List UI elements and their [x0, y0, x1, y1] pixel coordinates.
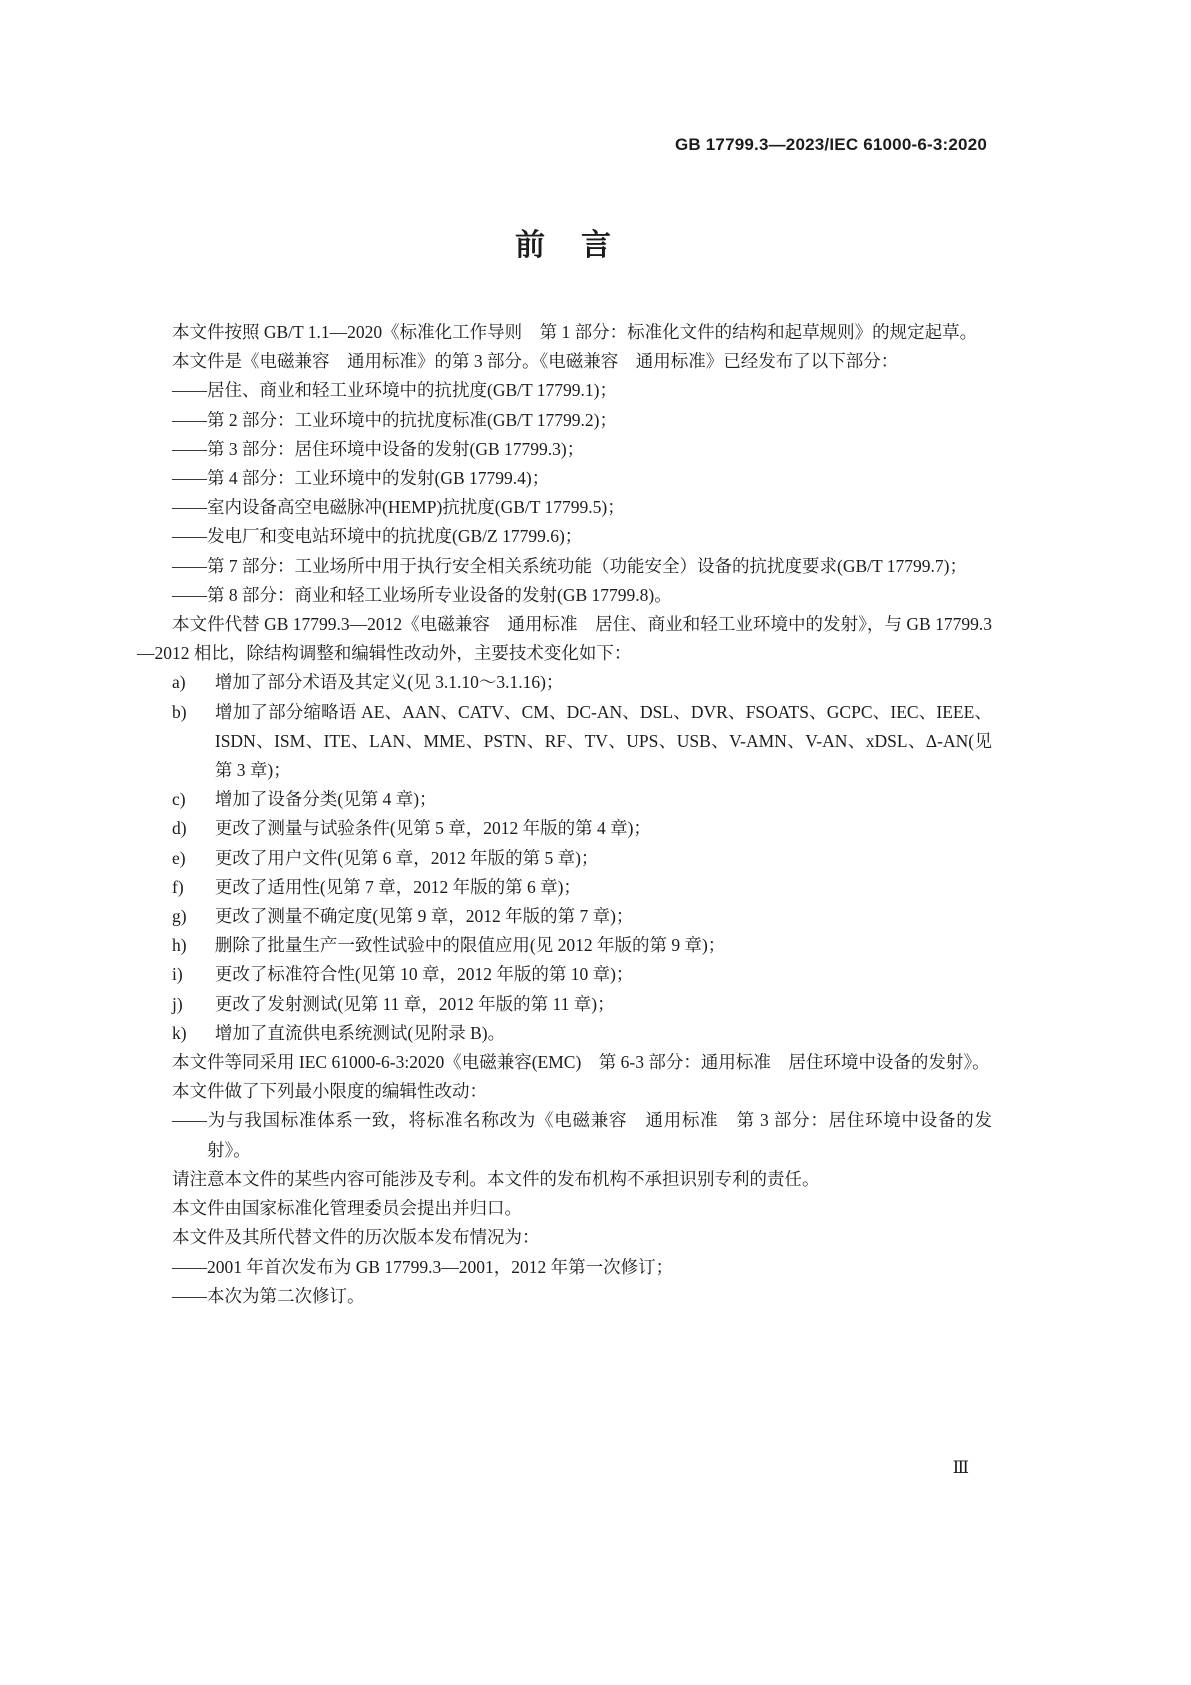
list-item-dash: ——为与我国标准体系一致，将标准名称改为《电磁兼容 通用标准 第 3 部分：居住环境中设备的发射》。	[172, 1110, 992, 1160]
item-text: 更改了测量与试验条件(见第 5 章，2012 年版的第 4 章)；	[214, 818, 651, 839]
item-text: 更改了发射测试(见第 11 章，2012 年版的第 11 章)；	[214, 993, 615, 1014]
list-item-lettered	[137, 814, 992, 843]
list-item-lettered	[137, 785, 992, 814]
body-paragraph: 本文件由国家标准化管理委员会提出并归口。	[172, 1198, 522, 1219]
item-text: 删除了批量生产一致性试验中的限值应用(见 2012 年版的第 9 章)；	[214, 935, 726, 956]
list-item-lettered	[137, 873, 992, 902]
doc-number: GB 17799.3—2023/IEC 61000-6-3:2020	[674, 135, 987, 154]
foreword-body	[137, 318, 992, 1311]
item-text: 增加了设备分类(见第 4 章)；	[214, 789, 437, 810]
item-text: 更改了标准符合性(见第 10 章，2012 年版的第 10 章)；	[214, 964, 634, 985]
list-item-lettered	[137, 902, 992, 931]
body-paragraph: 本文件按照 GB/T 1.1—2020《标准化工作导则 第 1 部分：标准化文件的结构和起草规则》的规定起草。	[172, 322, 978, 342]
list-item-dash: ——2001 年首次发布为 GB 17799.3—2001，2012 年第一次修订；	[172, 1256, 674, 1277]
list-item-lettered	[137, 990, 992, 1019]
list-item-dash: ——第 8 部分：商业和轻工业场所专业设备的发射(GB 17799.8)。	[172, 584, 672, 605]
item-label: e)	[172, 847, 186, 868]
list-item-dash: ——本次为第二次修订。	[172, 1285, 365, 1306]
item-text: 更改了用户文件(见第 6 章，2012 年版的第 5 章)；	[214, 847, 599, 868]
item-label: k)	[172, 1022, 187, 1043]
list-item-lettered	[137, 931, 992, 960]
item-text: 更改了适用性(见第 7 章，2012 年版的第 6 章)；	[214, 876, 581, 897]
list-item-lettered	[137, 844, 992, 873]
list-item-lettered	[137, 960, 992, 989]
list-item-lettered	[137, 1019, 992, 1048]
body-paragraph: 本文件做了下列最小限度的编辑性改动：	[172, 1081, 487, 1102]
item-text: 更改了测量不确定度(见第 9 章，2012 年版的第 7 章)；	[214, 906, 634, 927]
item-label: f)	[172, 876, 184, 897]
item-text: 增加了直流供电系统测试(见附录 B)。	[214, 1022, 506, 1043]
item-label: i)	[172, 964, 183, 985]
body-paragraph: 本文件等同采用 IEC 61000-6-3:2020《电磁兼容(EMC) 第 6-3 部分：通用标准 居住环境中设备的发射》。	[172, 1052, 990, 1073]
list-item-dash: ——室内设备高空电磁脉冲(HEMP)抗扰度(GB/T 17799.5)；	[172, 497, 625, 518]
list-item-dash: ——第 4 部分：工业环境中的发射(GB 17799.4)；	[172, 468, 550, 489]
page-title: 前 言	[515, 229, 614, 262]
list-item-dash: ——发电厂和变电站环境中的抗扰度(GB/Z 17799.6)；	[172, 526, 583, 547]
list-item-dash: ——第 3 部分：居住环境中设备的发射(GB 17799.3)；	[172, 438, 585, 459]
list-item-dash: ——第 2 部分：工业环境中的抗扰度标准(GB/T 17799.2)；	[172, 409, 617, 430]
item-label: d)	[172, 818, 187, 839]
page-number: Ⅲ	[952, 1458, 969, 1477]
item-label: b)	[172, 701, 187, 722]
item-label: g)	[172, 906, 187, 927]
list-item-dash: ——居住、商业和轻工业环境中的抗扰度(GB/T 17799.1)；	[172, 380, 617, 401]
list-item-lettered	[137, 668, 992, 697]
body-paragraph: 本文件及其所代替文件的历次版本发布情况为：	[172, 1227, 540, 1248]
item-label: j)	[172, 993, 183, 1014]
item-text: 增加了部分缩略语 AE、AAN、CATV、CM、DC-AN、DSL、DVR、FSOATS、GCPC、IEC、IEEE、ISDN、ISM、ITE、LAN、MME、PSTN、RF、TV、UPS、USB、V-AMN、V-AN、xDSL、Δ-AN(见第 3 章)；	[214, 701, 992, 781]
list-item-dash: ——第 7 部分：工业场所中用于执行安全相关系统功能（功能安全）设备的抗扰度要求(GB/T 17799.7)；	[172, 555, 967, 576]
list-item-lettered	[137, 698, 992, 786]
item-label: a)	[172, 672, 186, 693]
body-paragraph: 本文件代替 GB 17799.3—2012《电磁兼容 通用标准 居住、商业和轻工业环境中的发射》，与 GB 17799.3—2012 相比，除结构调整和编辑性改动外，主要技术变化如下：	[137, 614, 992, 664]
item-label: c)	[172, 789, 186, 810]
item-text: 增加了部分术语及其定义(见 3.1.10～3.1.16)；	[214, 672, 564, 693]
body-paragraph: 请注意本文件的某些内容可能涉及专利。本文件的发布机构不承担识别专利的责任。	[172, 1168, 820, 1189]
item-label: h)	[172, 935, 187, 956]
body-paragraph: 本文件是《电磁兼容 通用标准》的第 3 部分。《电磁兼容 通用标准》已经发布了以下部分：	[172, 351, 899, 372]
